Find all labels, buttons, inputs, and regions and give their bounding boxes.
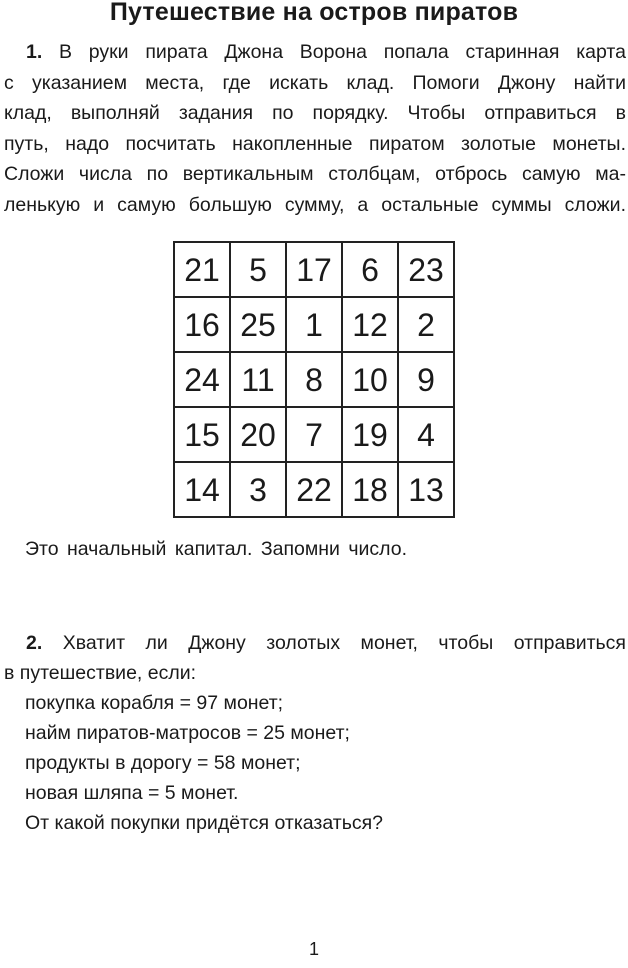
grid-row [174, 352, 454, 407]
grid-cell: 24 [174, 352, 230, 407]
grid-cell: 25 [230, 297, 286, 352]
task-2-question: От какой покупки придётся отказаться? [25, 812, 384, 834]
page-number: 1 [308, 939, 319, 959]
grid-cell: 21 [174, 242, 230, 297]
grid-cell: 9 [398, 352, 454, 407]
grid-cell: 18 [342, 462, 398, 517]
task-1-line: ленькую и самую большую сумму, а остальные суммы сложи. [4, 193, 626, 216]
grid-cell: 1 [286, 297, 342, 352]
grid-cell: 11 [230, 352, 286, 407]
grid-row [174, 297, 454, 352]
list-item: найм пиратов-матросов = 25 монет; [25, 722, 350, 744]
grid-cell: 5 [230, 242, 286, 297]
task-1-text: В руки пирата Джона Ворона попала старинная карта [59, 41, 626, 63]
grid-cell: 19 [342, 407, 398, 462]
grid-cell: 16 [174, 297, 230, 352]
task-1-line: клад, выполняй задания по порядку. Чтобы отправиться в [4, 102, 626, 124]
page-title: Путешествие на остров пиратов [109, 0, 519, 26]
task-1-line: Сложи числа по вертикальным столбцам, отбрось самую ма- [4, 163, 626, 185]
number-grid [173, 241, 455, 518]
task-2-text: Хватит ли Джону золотых монет, чтобы отправиться [62, 632, 626, 654]
task-1-number: 1. [26, 41, 43, 63]
grid-cell: 2 [398, 297, 454, 352]
grid-cell: 14 [174, 462, 230, 517]
task-2 [4, 628, 626, 838]
grid-cell: 7 [286, 407, 342, 462]
list-item: продукты в дорогу = 58 монет; [25, 752, 301, 774]
task-1-line [4, 37, 626, 68]
grid-cell: 22 [286, 462, 342, 517]
grid-cell: 15 [174, 407, 230, 462]
grid-cell: 13 [398, 462, 454, 517]
grid-cell: 12 [342, 297, 398, 352]
list-item: новая шляпа = 5 монет. [25, 782, 239, 804]
grid-row [174, 407, 454, 462]
task-2-line [4, 628, 626, 658]
capital-note: Это начальный капитал. Запомни число. [25, 538, 408, 560]
grid-cell: 4 [398, 407, 454, 462]
grid-cell: 6 [342, 242, 398, 297]
task-1 [4, 37, 626, 220]
task-2-line: в путешествие, если: [4, 662, 197, 684]
list-item: покупка корабля = 97 монет; [25, 692, 284, 714]
grid-cell: 20 [230, 407, 286, 462]
grid-row [174, 462, 454, 517]
grid-cell: 10 [342, 352, 398, 407]
grid-cell: 8 [286, 352, 342, 407]
task-1-line: с указанием места, где искать клад. Помоги Джону найти [4, 71, 626, 94]
grid-cell: 3 [230, 462, 286, 517]
grid-row [174, 242, 454, 297]
grid-cell: 23 [398, 242, 454, 297]
task-2-number: 2. [26, 632, 43, 654]
grid-cell: 17 [286, 242, 342, 297]
task-1-line: путь, надо посчитать накопленные пиратом золотые монеты. [4, 132, 626, 155]
